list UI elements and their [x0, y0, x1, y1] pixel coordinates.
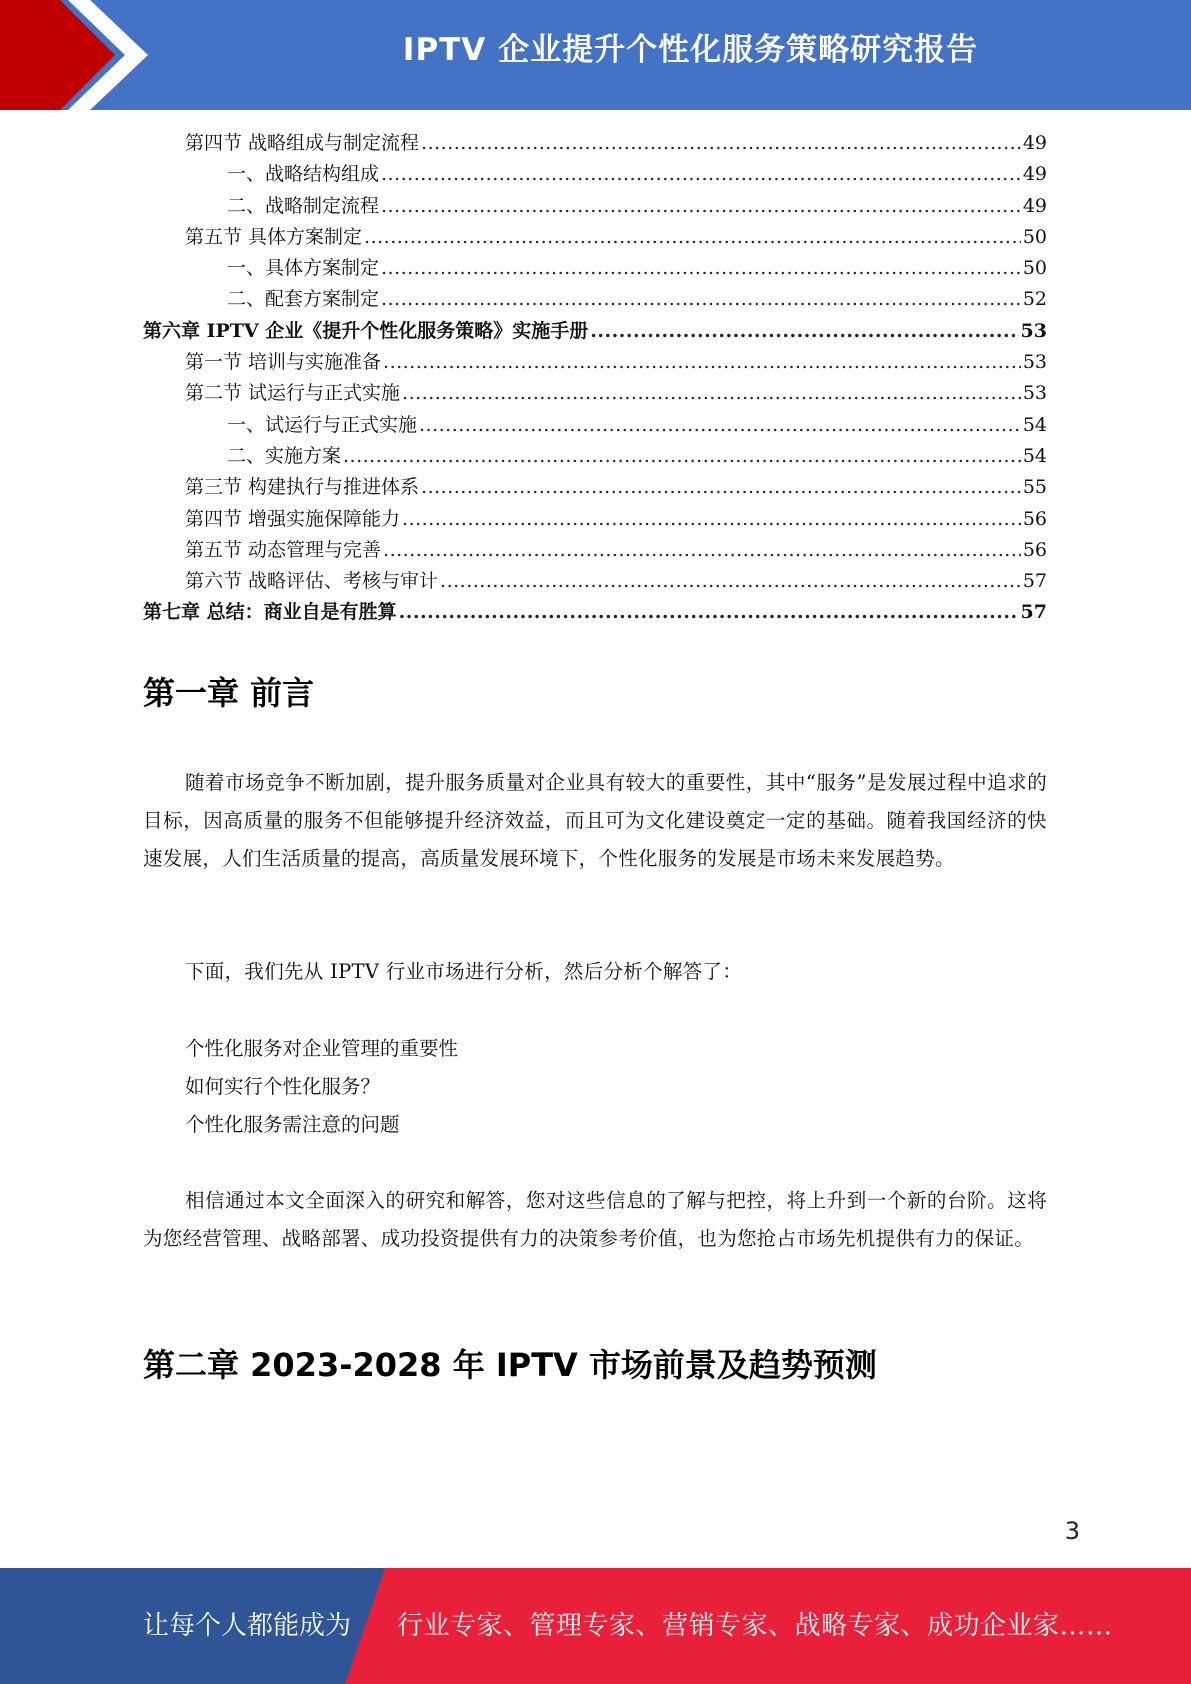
toc-entry-page: 52: [1022, 288, 1047, 311]
page-header: [0, 0, 1191, 110]
toc-entry[interactable]: [143, 159, 1047, 190]
toc-dot-leader: [399, 601, 1019, 623]
list-item: 个性化服务对企业管理的重要性: [185, 1037, 459, 1060]
paragraph: 下面，我们先从 IPTV 行业市场进行分析，然后分析个解答了：: [185, 960, 743, 983]
bullet-list: [185, 1030, 458, 1144]
toc-entry-page: 53: [1022, 382, 1047, 405]
toc-entry[interactable]: [143, 378, 1047, 409]
chapter-heading: 第一章 前言: [143, 674, 315, 712]
toc-dot-leader: [343, 445, 1021, 467]
toc-entry-page: 49: [1022, 132, 1047, 154]
toc-dot-leader: [381, 163, 1021, 185]
chapter-heading: 第二章 2023-2028 年 IPTV 市场前景及趋势预测: [143, 1346, 877, 1384]
toc-entry[interactable]: [143, 597, 1047, 628]
toc-entry-page: 50: [1022, 257, 1047, 280]
footer-slogan-right: 行业专家、管理专家、营销专家、战略专家、成功企业家……: [397, 1611, 1113, 1641]
toc-entry-title: 第五节 具体方案制定: [185, 225, 363, 248]
footer-slogan-left: 让每个人都能成为: [143, 1611, 352, 1641]
toc-dot-leader: [383, 539, 1021, 561]
toc-dot-leader: [402, 382, 1021, 404]
toc-entry-title: 第六节 战略评估、考核与审计: [185, 570, 439, 593]
toc-entry-title: 第五节 动态管理与完善: [185, 538, 382, 561]
page-footer: [0, 1568, 1191, 1684]
toc-entry[interactable]: [143, 566, 1047, 597]
toc-entry[interactable]: [143, 191, 1047, 222]
paragraph: 相信通过本文全面深入的研究和解答，您对这些信息的了解与把控，将上升到一个新的台阶。这将为您经营管理、战略部署、成功投资提供有力的决策参考价值，也为您抢占市场先机提供有力的保证。: [143, 1189, 1047, 1250]
toc-entry[interactable]: [143, 347, 1047, 378]
header-arrow-decoration: [0, 0, 150, 110]
toc-entry[interactable]: [143, 316, 1047, 347]
toc-dot-leader: [364, 226, 1021, 248]
toc-dot-leader: [590, 320, 1018, 342]
toc-entry-title: 第二节 试运行与正式实施: [185, 382, 401, 405]
toc-dot-leader: [419, 414, 1021, 436]
header-title: IPTV 企业提升个性化服务策略研究报告: [402, 32, 979, 68]
table-of-contents: [143, 128, 1047, 629]
toc-dot-leader: [421, 132, 1021, 154]
toc-entry[interactable]: [143, 441, 1047, 472]
toc-entry[interactable]: [143, 504, 1047, 535]
toc-entry-page: 55: [1022, 476, 1047, 499]
toc-entry[interactable]: [143, 472, 1047, 503]
toc-entry-title: 一、试运行与正式实施: [227, 413, 418, 436]
list-item: 个性化服务需注意的问题: [185, 1113, 400, 1136]
toc-entry-title: 第四节 增强实施保障能力: [185, 507, 401, 530]
toc-entry-title: 一、战略结构组成: [227, 163, 380, 186]
toc-entry-page: 50: [1022, 225, 1047, 248]
toc-entry[interactable]: [143, 284, 1047, 315]
toc-entry-title: 第三节 构建执行与推进体系: [185, 476, 420, 499]
toc-entry-page: 57: [1022, 570, 1047, 593]
toc-entry-page: 49: [1022, 194, 1047, 217]
toc-dot-leader: [421, 476, 1021, 498]
page-number: 3: [1064, 1517, 1080, 1545]
toc-entry-page: 53: [1020, 319, 1047, 342]
toc-entry-page: 56: [1022, 507, 1047, 530]
toc-entry-title: 第六章 IPTV 企业《提升个性化服务策略》实施手册: [143, 319, 589, 342]
toc-entry-page: 54: [1022, 444, 1047, 467]
toc-entry-page: 56: [1022, 538, 1047, 561]
toc-entry-title: 一、具体方案制定: [227, 257, 380, 280]
toc-entry-page: 54: [1022, 413, 1047, 436]
toc-dot-leader: [440, 570, 1021, 592]
toc-dot-leader: [402, 508, 1021, 530]
toc-dot-leader: [381, 195, 1021, 217]
toc-entry[interactable]: [143, 410, 1047, 441]
toc-dot-leader: [381, 288, 1021, 310]
toc-entry-title: 第一节 培训与实施准备: [185, 351, 382, 374]
toc-entry[interactable]: [143, 253, 1047, 284]
toc-entry-title: 二、实施方案: [227, 444, 342, 467]
toc-entry-page: 57: [1020, 601, 1047, 624]
list-item: 如何实行个性化服务？: [185, 1075, 381, 1098]
toc-dot-leader: [381, 257, 1021, 279]
toc-entry-title: 第四节 战略组成与制定流程: [185, 132, 420, 154]
paragraph: 随着市场竞争不断加剧，提升服务质量对企业具有较大的重要性，其中“服务”是发展过程中追求的目标，因高质量的服务不但能够提升经济效益，而且可为文化建设奠定一定的基础。随着我国经济的快速发展，人们生活质量的提高，高质量发展环境下，个性化服务的发展是市场未来发展趋势。: [143, 771, 1047, 870]
toc-entry-page: 49: [1022, 163, 1047, 186]
toc-entry[interactable]: [143, 535, 1047, 566]
toc-entry-title: 第七章 总结：商业自是有胜算: [143, 601, 397, 624]
toc-entry[interactable]: [143, 222, 1047, 253]
toc-entry[interactable]: [143, 128, 1047, 159]
toc-entry-title: 二、配套方案制定: [227, 288, 380, 311]
toc-entry-page: 53: [1022, 351, 1047, 374]
toc-entry-title: 二、战略制定流程: [227, 194, 380, 217]
toc-dot-leader: [383, 351, 1021, 373]
